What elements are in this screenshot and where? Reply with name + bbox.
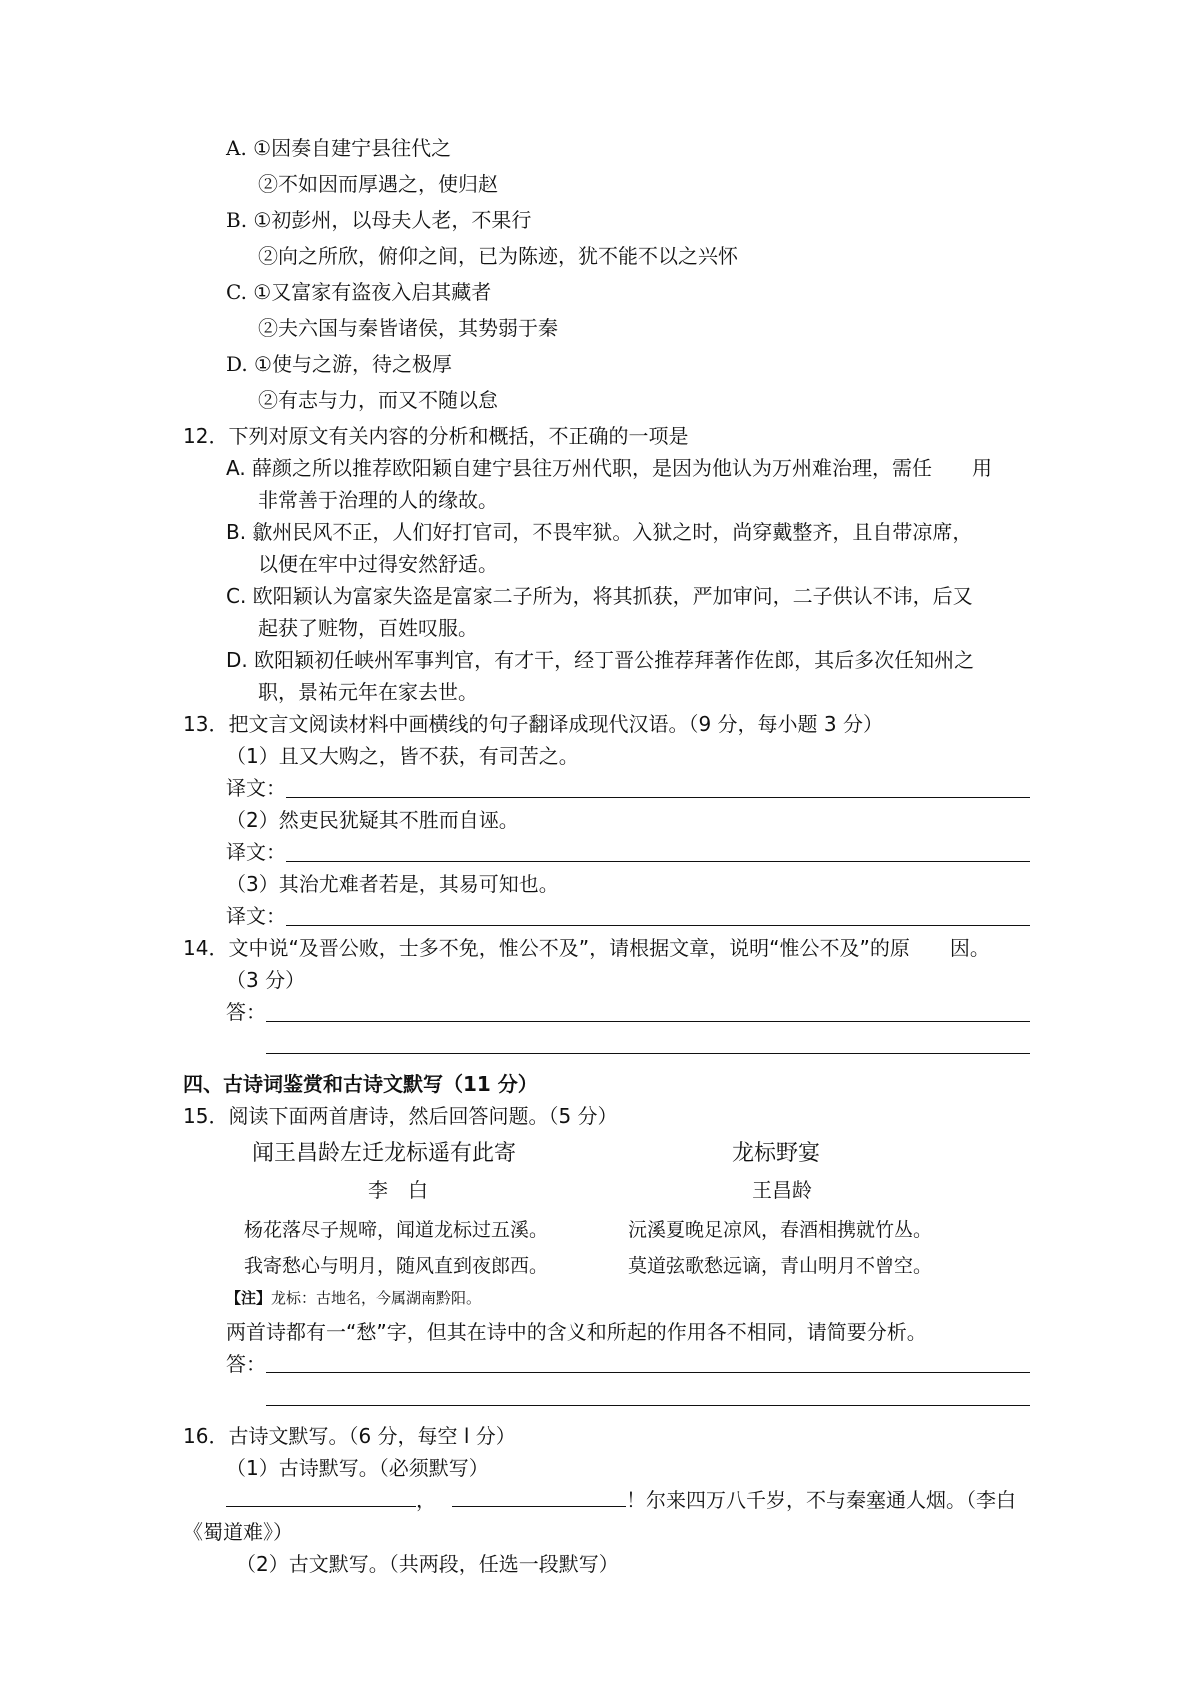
q15-note	[226, 1282, 481, 1314]
q15-answer-line-2[interactable]	[266, 1405, 1030, 1406]
poem-1-line-2: 我寄愁心与明月，随风直到夜郎西。	[244, 1255, 549, 1277]
q12-stem: 12．下列对原文有关内容的分析和概括，不正确的一项是	[183, 424, 689, 448]
q14-answer-line-2[interactable]	[266, 1053, 1030, 1054]
q16-stem: 16．古诗文默写。（6 分，每空 l 分）	[183, 1424, 516, 1448]
q12-option-d-cont: 职，景祐元年在家去世。	[258, 680, 478, 704]
q11-option-a1: A. ①因奏自建宁县往代之	[226, 136, 452, 160]
q13-answer-line-2[interactable]	[286, 861, 1030, 862]
q12-option-d: D. 欧阳颖初任峡州军事判官，有才干，经丁晋公推荐拜著作佐郎，其后多次任知州之	[226, 648, 975, 672]
q11-option-c2: ②夫六国与秦皆诸侯，其势弱于秦	[258, 316, 558, 340]
q15-answer-line-1[interactable]	[266, 1372, 1030, 1373]
q11-option-d2: ②有志与力，而又不随以怠	[258, 388, 498, 412]
q15-note-label: 【注】	[226, 1289, 272, 1307]
q15-stem: 15．阅读下面两首唐诗，然后回答问题。（5 分）	[183, 1104, 618, 1128]
poem-2-title: 龙标野宴	[732, 1141, 821, 1166]
q15-note-text: 龙标：古地名，今属湖南黔阳。	[271, 1289, 482, 1307]
q12-option-c-cont: 起获了赃物，百姓叹服。	[258, 616, 478, 640]
q14-score: （3 分）	[226, 968, 306, 992]
section-4-heading: 四、古诗词鉴赏和古诗文默写（11 分）	[183, 1072, 538, 1096]
q15-answer-label: 答：	[226, 1352, 266, 1376]
q12-option-a-cont: 非常善于治理的人的缘故。	[258, 488, 498, 512]
poem-1-title: 闻王昌龄左迁龙标遥有此寄	[252, 1141, 517, 1166]
q16-part-1: （1）古诗默写。（必须默写）	[226, 1456, 489, 1480]
q11-option-b1: B. ①初彭州，以母夫人老，不果行	[226, 208, 532, 232]
q12-option-a: A. 薛颜之所以推荐欧阳颖自建宁县往万州代职，是因为他认为万州难治理，需任 用	[226, 456, 993, 480]
q13-answer-line-1[interactable]	[286, 797, 1030, 798]
q13-translation-label-3: 译文：	[226, 904, 286, 928]
q16-comma: ，	[416, 1488, 436, 1512]
q11-option-c1: C. ①又富家有盗夜入启其藏者	[226, 280, 492, 304]
q16-blank-2[interactable]	[452, 1484, 626, 1507]
q13-sentence-1: （1）且又大购之，皆不获，有司苦之。	[226, 744, 579, 768]
poem-2-author: 王昌龄	[752, 1178, 812, 1202]
q16-part-2: （2）古文默写。（共两段，任选一段默写）	[236, 1552, 619, 1576]
q15-question: 两首诗都有一“愁”字，但其在诗中的含义和所起的作用各不相同，请简要分析。	[226, 1320, 927, 1344]
q12-option-b: B. 歙州民风不正，人们好打官司，不畏牢狱。入狱之时，尚穿戴整齐，且自带凉席，	[226, 520, 973, 544]
q13-translation-label-1: 译文：	[226, 776, 286, 800]
q16-line-tail: ！尔来四万八千岁，不与秦塞通人烟。（李白	[626, 1488, 1016, 1512]
q16-blank-1[interactable]	[226, 1484, 416, 1507]
poem-2-line-2: 莫道弦歌愁远谪，青山明月不曾空。	[628, 1255, 933, 1277]
q16-fill-line	[226, 1484, 1016, 1516]
q11-option-a2: ②不如因而厚遇之，使归赵	[258, 172, 498, 196]
poem-1-author: 李 白	[368, 1178, 428, 1202]
q14-answer-label: 答：	[226, 1000, 266, 1024]
poem-2-line-1: 沅溪夏晚足凉风，春酒相携就竹丛。	[628, 1219, 933, 1241]
q11-option-d1: D. ①使与之游，待之极厚	[226, 352, 452, 376]
q12-option-c: C. 欧阳颖认为富家失盗是富家二子所为，将其抓获，严加审问，二子供认不讳，后又	[226, 584, 973, 608]
q13-sentence-2: （2）然吏民犹疑其不胜而自诬。	[226, 808, 519, 832]
q14-answer-line-1[interactable]	[266, 1021, 1030, 1022]
q13-stem: 13．把文言文阅读材料中画横线的句子翻译成现代汉语。（9 分，每小题 3 分）	[183, 712, 883, 736]
poem-1-line-1: 杨花落尽子规啼，闻道龙标过五溪。	[244, 1219, 549, 1241]
q14-stem: 14．文中说“及晋公败，士多不免，惟公不及”，请根据文章，说明“惟公不及”的原 因。	[183, 936, 990, 960]
q16-source: 《蜀道难》）	[183, 1520, 293, 1544]
q12-option-b-cont: 以便在牢中过得安然舒适。	[258, 552, 498, 576]
q13-answer-line-3[interactable]	[286, 925, 1030, 926]
q13-sentence-3: （3）其治尤难者若是，其易可知也。	[226, 872, 559, 896]
q11-option-b2: ②向之所欣，俯仰之间，已为陈迹，犹不能不以之兴怀	[258, 244, 738, 268]
q13-translation-label-2: 译文：	[226, 840, 286, 864]
